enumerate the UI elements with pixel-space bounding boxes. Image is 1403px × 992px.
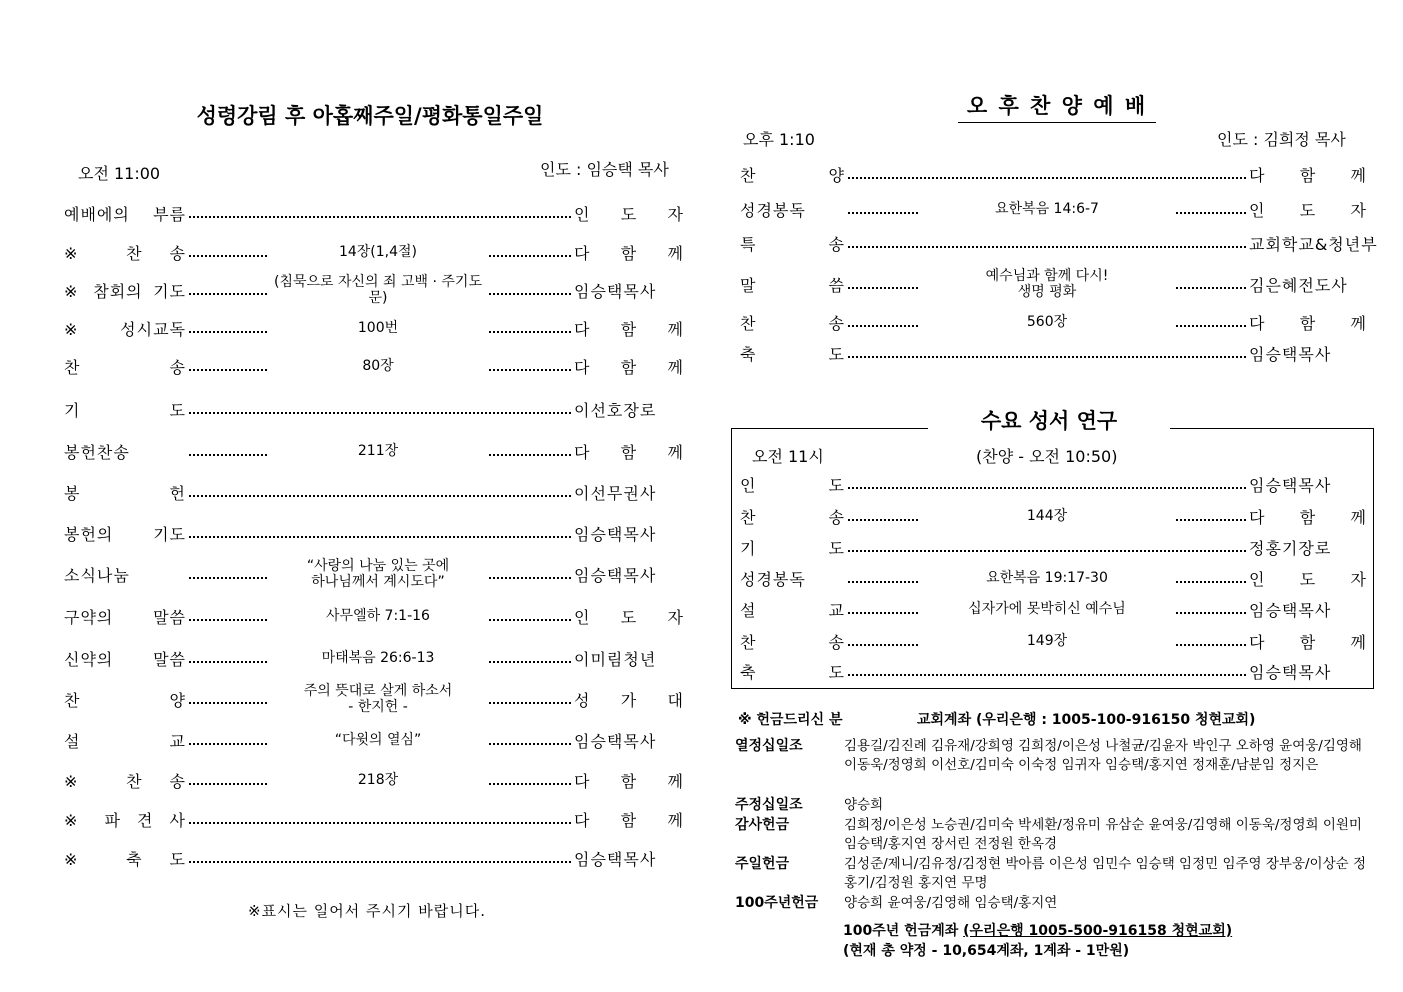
dot-leader [848, 246, 1246, 248]
dot-leader [1176, 212, 1246, 214]
offering-row [735, 737, 1375, 773]
order-item [740, 159, 1367, 189]
order-item-label: 축 도 [740, 662, 845, 682]
order-item-detail: “다윗의 열심” [334, 732, 422, 748]
order-item-label: 찬 양 [64, 690, 186, 710]
offering-row [735, 894, 1375, 913]
order-item-detail: 14장(1,4절) [338, 244, 418, 260]
dot-leader [189, 454, 267, 456]
order-item-label: 성경봉독 [740, 569, 806, 589]
order-item [64, 601, 684, 631]
order-item-detail: 마태복음 26:6-13 [321, 650, 435, 666]
order-item-person: 임승택목사 [1249, 662, 1332, 682]
order-item-detail: 100번 [357, 320, 399, 336]
order-item-person: 인 도 자 [574, 607, 684, 627]
order-item-label: 봉 헌 [64, 483, 186, 503]
order-item-label: 신약의 말씀 [64, 649, 186, 669]
order-item-person: 다 함 께 [574, 442, 684, 462]
order-item-person: 임승택목사 [1249, 475, 1332, 495]
dot-leader [189, 743, 267, 745]
dot-leader [848, 581, 918, 583]
order-item-person: 이선무권사 [574, 483, 657, 503]
order-item-label: 설 교 [740, 600, 845, 620]
order-item-label: 설 교 [64, 731, 186, 751]
order-item-detail: 211장 [357, 443, 399, 459]
dot-leader [189, 661, 267, 663]
offering-category: 열정십일조 [735, 738, 803, 754]
dot-leader [189, 331, 267, 333]
order-item [64, 477, 684, 507]
dot-leader [189, 536, 571, 538]
dot-leader [848, 644, 918, 646]
order-item [740, 307, 1367, 337]
dot-leader [189, 293, 267, 295]
order-item-detail: “사랑의 나눔 있는 곳에 하나님께서 계시도다” [306, 558, 450, 590]
order-item-label: 봉헌찬송 [64, 442, 130, 462]
order-item-label: ※ 찬 송 [64, 771, 186, 791]
dot-leader [489, 331, 571, 333]
main-service-leader: 인도 : 임승택 목사 [540, 160, 669, 179]
wednesday-study-subtitle: (찬양 - 오전 10:50) [976, 447, 1118, 466]
order-item-label: ※ 축 도 [64, 849, 186, 869]
order-item-person: 임승택목사 [574, 281, 657, 301]
order-item [64, 436, 684, 466]
afternoon-service-time: 오후 1:10 [743, 130, 815, 149]
order-item [740, 594, 1367, 624]
centennial-account-line [843, 920, 1232, 940]
order-item [740, 501, 1367, 531]
order-item [64, 351, 684, 381]
offering-row [735, 816, 1375, 852]
order-item-detail: 요한복음 19:17-30 [986, 570, 1108, 586]
order-item-detail: 주의 뜻대로 살게 하소서 - 한지헌 - [303, 683, 453, 715]
dot-leader [189, 619, 267, 621]
dot-leader [848, 674, 1246, 676]
order-item-person: 다 함 께 [574, 771, 684, 791]
dot-leader [1176, 612, 1246, 614]
order-item [740, 656, 1367, 686]
dot-leader [1176, 581, 1246, 583]
order-item-person: 임승택목사 [1249, 600, 1332, 620]
order-item-person: 이미림청년 [574, 649, 657, 669]
order-item-person: 정홍기장로 [1249, 538, 1332, 558]
order-item [64, 559, 684, 589]
dot-leader [189, 369, 267, 371]
dot-leader [189, 783, 267, 785]
main-service-title: 성령강림 후 아홉째주일/평화통일주일 [196, 104, 544, 128]
order-item-person: 임승택목사 [574, 565, 657, 585]
main-service-time: 오전 11:00 [78, 164, 161, 183]
dot-leader [489, 577, 571, 579]
order-item-person: 인 도 자 [1249, 569, 1367, 589]
order-item-person: 임승택목사 [574, 849, 657, 869]
order-item [64, 684, 684, 714]
offering-category: 주정십일조 [735, 797, 803, 813]
order-item [64, 518, 684, 548]
order-item-detail: 십자가에 못박히신 예수님 [968, 601, 1126, 617]
order-item [740, 269, 1367, 299]
dot-leader [489, 743, 571, 745]
order-item-label: 찬 송 [740, 632, 845, 652]
afternoon-service-title: 오 후 찬 양 예 배 [958, 90, 1156, 123]
dot-leader [489, 619, 571, 621]
order-item-person: 다 함 께 [1249, 165, 1367, 185]
offering-category: 주일헌금 [735, 856, 790, 872]
order-item-person: 성 가 대 [574, 690, 684, 710]
dot-leader [848, 612, 918, 614]
order-item-label: 찬 양 [740, 165, 845, 185]
order-item-detail: (침묵으로 자신의 죄 고백 · 주기도문) [274, 274, 482, 306]
order-item [740, 338, 1367, 368]
dot-leader [189, 412, 571, 414]
dot-leader [189, 577, 267, 579]
order-item-person: 교회학교&청년부 [1249, 234, 1378, 254]
order-item [64, 643, 684, 673]
dot-leader [189, 495, 571, 497]
dot-leader [189, 255, 267, 257]
dot-leader [489, 702, 571, 704]
order-item-person: 다 함 께 [1249, 313, 1367, 333]
order-item-label: 축 도 [740, 344, 845, 364]
order-item [740, 469, 1367, 499]
dot-leader [848, 287, 918, 289]
order-item [64, 198, 684, 228]
order-item-person: 인 도 자 [1249, 200, 1367, 220]
order-item [740, 626, 1367, 656]
dot-leader [189, 216, 571, 218]
dot-leader [1176, 644, 1246, 646]
offering-row [735, 796, 1375, 815]
order-item-person: 다 함 께 [1249, 632, 1367, 652]
dot-leader [1176, 287, 1246, 289]
order-item-person: 임승택목사 [1249, 344, 1332, 364]
wednesday-study-title: 수요 성서 연구 [928, 405, 1170, 435]
order-item-label: 특 송 [740, 234, 845, 254]
order-item-person: 다 함 께 [574, 243, 684, 263]
afternoon-service-leader: 인도 : 김희정 목사 [1217, 130, 1346, 149]
dot-leader [848, 487, 1246, 489]
order-item [64, 394, 684, 424]
dot-leader [848, 325, 918, 327]
order-item-detail: 218장 [357, 772, 399, 788]
order-item-label: ※ 성시교독 [64, 319, 186, 339]
order-item [740, 563, 1367, 593]
order-item-label: 말 씀 [740, 275, 845, 295]
order-item-person: 임승택목사 [574, 524, 657, 544]
order-item-person: 다 함 께 [574, 319, 684, 339]
order-item [740, 228, 1378, 258]
church-account: 교회계좌 (우리은행 : 1005-100-916150 청현교회) [917, 712, 1256, 728]
order-item-label: 예배에의 부름 [64, 204, 186, 224]
centennial-account-prefix: 100주년 헌금계좌 [843, 923, 964, 939]
dot-leader [848, 177, 1246, 179]
dot-leader [489, 783, 571, 785]
order-item-label: 인 도 [740, 475, 845, 495]
order-item-label: 찬 송 [740, 507, 845, 527]
order-item [64, 313, 684, 343]
dot-leader [489, 255, 571, 257]
order-item-person: 다 함 께 [1249, 507, 1367, 527]
order-item-label: 성경봉독 [740, 200, 806, 220]
order-item-label: 찬 송 [64, 357, 186, 377]
dot-leader [489, 661, 571, 663]
order-item-detail: 144장 [1026, 508, 1068, 524]
order-item-detail: 요한복음 14:6-7 [995, 201, 1099, 217]
order-item [64, 804, 684, 834]
order-item-person: 이선호장로 [574, 400, 657, 420]
dot-leader [189, 822, 571, 824]
order-item-person: 인 도 자 [574, 204, 684, 224]
order-item [64, 843, 684, 873]
order-item-detail: 예수님과 함께 다시! 생명 평화 [985, 268, 1109, 300]
offering-donors: 김용길/김진례 김유재/강희영 김희정/이은성 나철균/김윤자 박인구 오하영 윤여웅/김영해 이동욱/정영희 이선호/김미숙 이숙정 임귀자 임승택/홍지연 정재훈/남분임 정지은 [844, 738, 1362, 773]
order-item-label: ※ 참회의 기도 [64, 281, 186, 301]
offering-category: 100주년헌금 [735, 895, 819, 911]
dot-leader [1176, 325, 1246, 327]
centennial-account: (우리은행 1005-500-916158 청현교회) [963, 923, 1233, 939]
offering-header: ※ 헌금드리신 분 [738, 712, 843, 728]
offering-donors: 김성준/제니/김유정/김정현 박아름 이은성 임민수 임승택 임정민 임주영 장부웅/이상순 정홍기/김정원 홍지연 무명 [844, 856, 1366, 891]
order-item-label: 기 도 [64, 400, 186, 420]
order-item [740, 194, 1367, 224]
dot-leader [189, 702, 267, 704]
offering-donors: 양승희 윤여웅/김영해 임승택/홍지연 [844, 895, 1058, 911]
order-item-label: 구약의 말씀 [64, 607, 186, 627]
order-item-detail: 사무엘하 7:1-16 [326, 608, 430, 624]
order-item-person: 임승택목사 [574, 731, 657, 751]
offering-category: 감사헌금 [735, 817, 790, 833]
order-item [64, 765, 684, 795]
order-item-detail: 560장 [1026, 314, 1068, 330]
dot-leader [1176, 519, 1246, 521]
order-item-label: 기 도 [740, 538, 845, 558]
offering-row [735, 855, 1375, 891]
order-item-detail: 80장 [362, 358, 394, 374]
order-item-label: 찬 송 [740, 313, 845, 333]
dot-leader [489, 454, 571, 456]
standing-note: ※표시는 일어서 주시기 바랍니다. [248, 902, 487, 920]
order-item [64, 237, 684, 267]
dot-leader [848, 212, 918, 214]
order-item-person: 다 함 께 [574, 810, 684, 830]
order-item [64, 275, 684, 305]
dot-leader [489, 293, 571, 295]
order-item-label: 봉헌의 기도 [64, 524, 186, 544]
order-item-label: ※ 찬 송 [64, 243, 186, 263]
dot-leader [848, 550, 1246, 552]
dot-leader [489, 369, 571, 371]
order-item-label: ※ 파 견 사 [64, 810, 186, 830]
dot-leader [848, 519, 918, 521]
pledge-note: (현재 총 약정 - 10,654계좌, 1계좌 - 1만원) [843, 943, 1130, 959]
offering-donors: 김희정/이은성 노승권/김미숙 박세환/정유미 유삼순 윤여웅/김영해 이동욱/정영희 이원미 임승택/홍지연 장서린 전정원 한옥경 [844, 817, 1362, 852]
order-item-label: 소식나눔 [64, 565, 130, 585]
dot-leader [848, 356, 1246, 358]
order-item-person: 다 함 께 [574, 357, 684, 377]
order-item [64, 725, 684, 755]
dot-leader [189, 861, 571, 863]
offering-donors: 양승희 [844, 797, 884, 813]
order-item-person: 김은혜전도사 [1249, 275, 1348, 295]
order-item [740, 532, 1367, 562]
order-item-detail: 149장 [1026, 633, 1068, 649]
wednesday-study-time: 오전 11시 [752, 447, 824, 466]
